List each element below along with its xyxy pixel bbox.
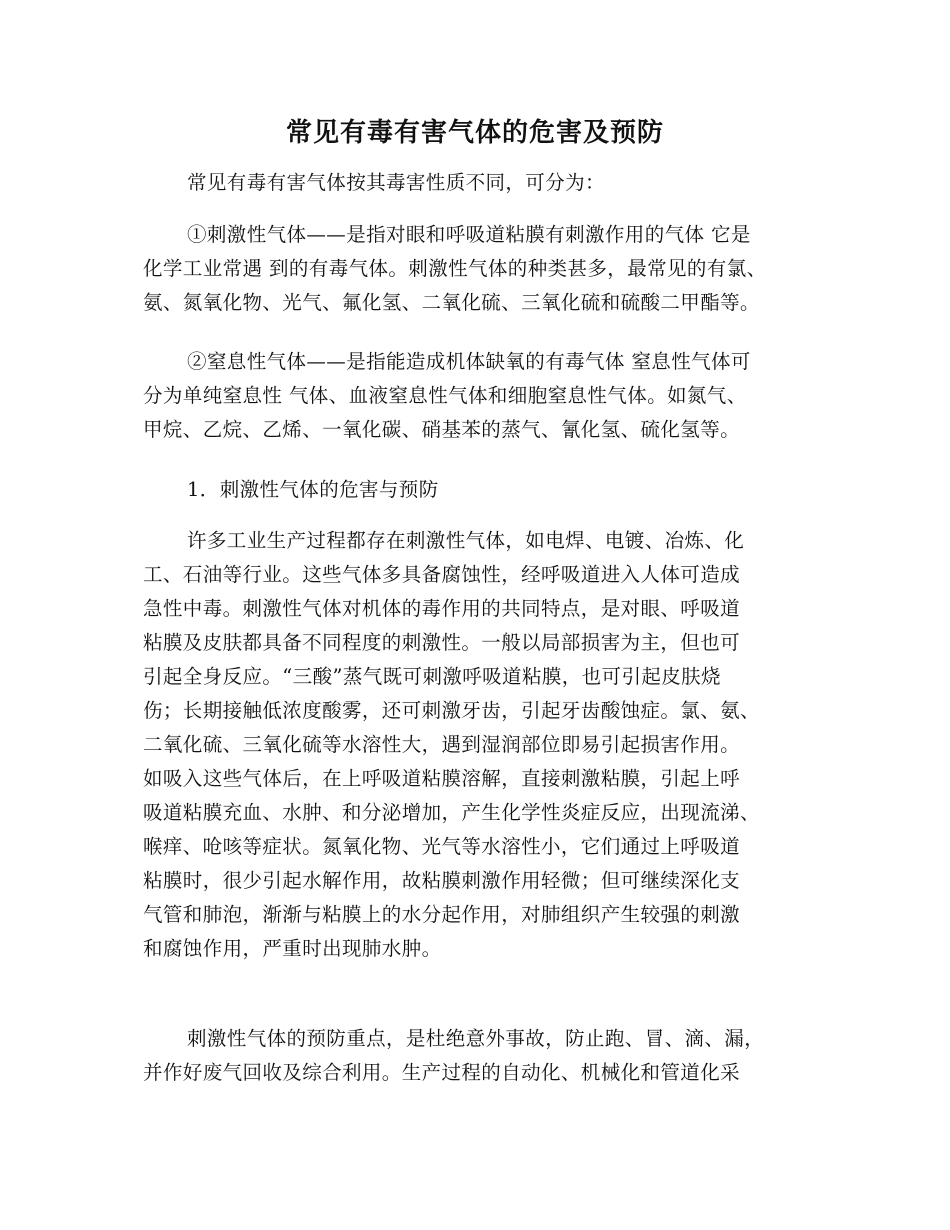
paragraph-irritant-gas-definition: [143, 218, 813, 320]
paragraph-line: 和腐蚀作用，严重时出现肺水肿。: [143, 937, 442, 960]
paragraph-line: 工、石油等行业。这些气体多具备腐蚀性，经呼吸道进入人体可造成: [143, 563, 741, 586]
paragraph-line: 常见有毒有害气体按其毒害性质不同，可分为：: [187, 171, 605, 194]
paragraph-line: 分为单纯窒息性 气体、血液窒息性气体和细胞窒息性气体。如氮气、: [143, 384, 747, 407]
paragraph-line: 二氧化硫、三氧化硫等水溶性大，遇到湿润部位即易引起损害作用。: [143, 733, 741, 756]
paragraph-line: 粘膜时，很少引起水解作用，故粘膜刺激作用轻微；但可继续深化支: [143, 869, 741, 892]
paragraph-line: 许多工业生产过程都存在刺激性气体，如电焊、电镀、冶炼、化: [187, 529, 745, 552]
document-title: 常见有毒有害气体的危害及预防: [285, 118, 664, 148]
paragraph-line: 化学工业常遇 到的有毒气体。刺激性气体的种类甚多，最常见的有氯、: [143, 257, 767, 280]
paragraph-line: ①刺激性气体——是指对眼和呼吸道粘膜有刺激作用的气体 它是: [187, 223, 751, 246]
paragraph-line: 气管和肺泡，渐渐与粘膜上的水分起作用，对肺组织产生较强的刺激: [143, 903, 741, 926]
paragraph-line: 吸道粘膜充血、水肿、和分泌增加，产生化学性炎症反应，出现流涕、: [143, 801, 760, 824]
paragraph-irritant-gas-prevention: [143, 1022, 813, 1090]
paragraph-line: 并作好废气回收及综合利用。生产过程的自动化、机械化和管道化采: [143, 1061, 741, 1084]
paragraph-line: 甲烷、乙烷、乙烯、一氧化碳、硝基苯的蒸气、氰化氢、硫化氢等。: [143, 418, 741, 441]
paragraph-line: 急性中毒。刺激性气体对机体的毒作用的共同特点，是对眼、呼吸道: [143, 597, 741, 620]
paragraph-line: ②窒息性气体——是指能造成机体缺氧的有毒气体 窒息性气体可: [187, 350, 751, 373]
paragraph-line: 刺激性气体的预防重点，是杜绝意外事故，防止跑、冒、滴、漏，: [187, 1027, 765, 1050]
paragraph-irritant-gas-hazards: [143, 524, 813, 966]
paragraph-line: 粘膜及皮肤都具备不同程度的刺激性。一般以局部损害为主，但也可: [143, 631, 741, 654]
paragraph-line: 如吸入这些气体后，在上呼吸道粘膜溶解，直接刺激粘膜，引起上呼: [143, 767, 741, 790]
section-heading-text: 1．刺激性气体的危害与预防: [187, 478, 439, 501]
paragraph-line: 喉痒、呛咳等症状。氮氧化物、光气等水溶性小，它们通过上呼吸道: [143, 835, 741, 858]
paragraph-line: 氨、氮氧化物、光气、氟化氢、二氧化硫、三氧化硫和硫酸二甲酯等。: [143, 291, 760, 314]
section-heading: [143, 473, 813, 507]
paragraph-line: 引起全身反应。“三酸”蒸气既可刺激呼吸道粘膜，也可引起皮肤烧: [143, 665, 721, 688]
paragraph-line: 伤；长期接触低浓度酸雾，还可刺激牙齿，引起牙齿酸蚀症。氯、氨、: [143, 699, 760, 722]
paragraph-intro: [143, 166, 813, 200]
paragraph-asphyxiant-gas-definition: [143, 345, 813, 447]
